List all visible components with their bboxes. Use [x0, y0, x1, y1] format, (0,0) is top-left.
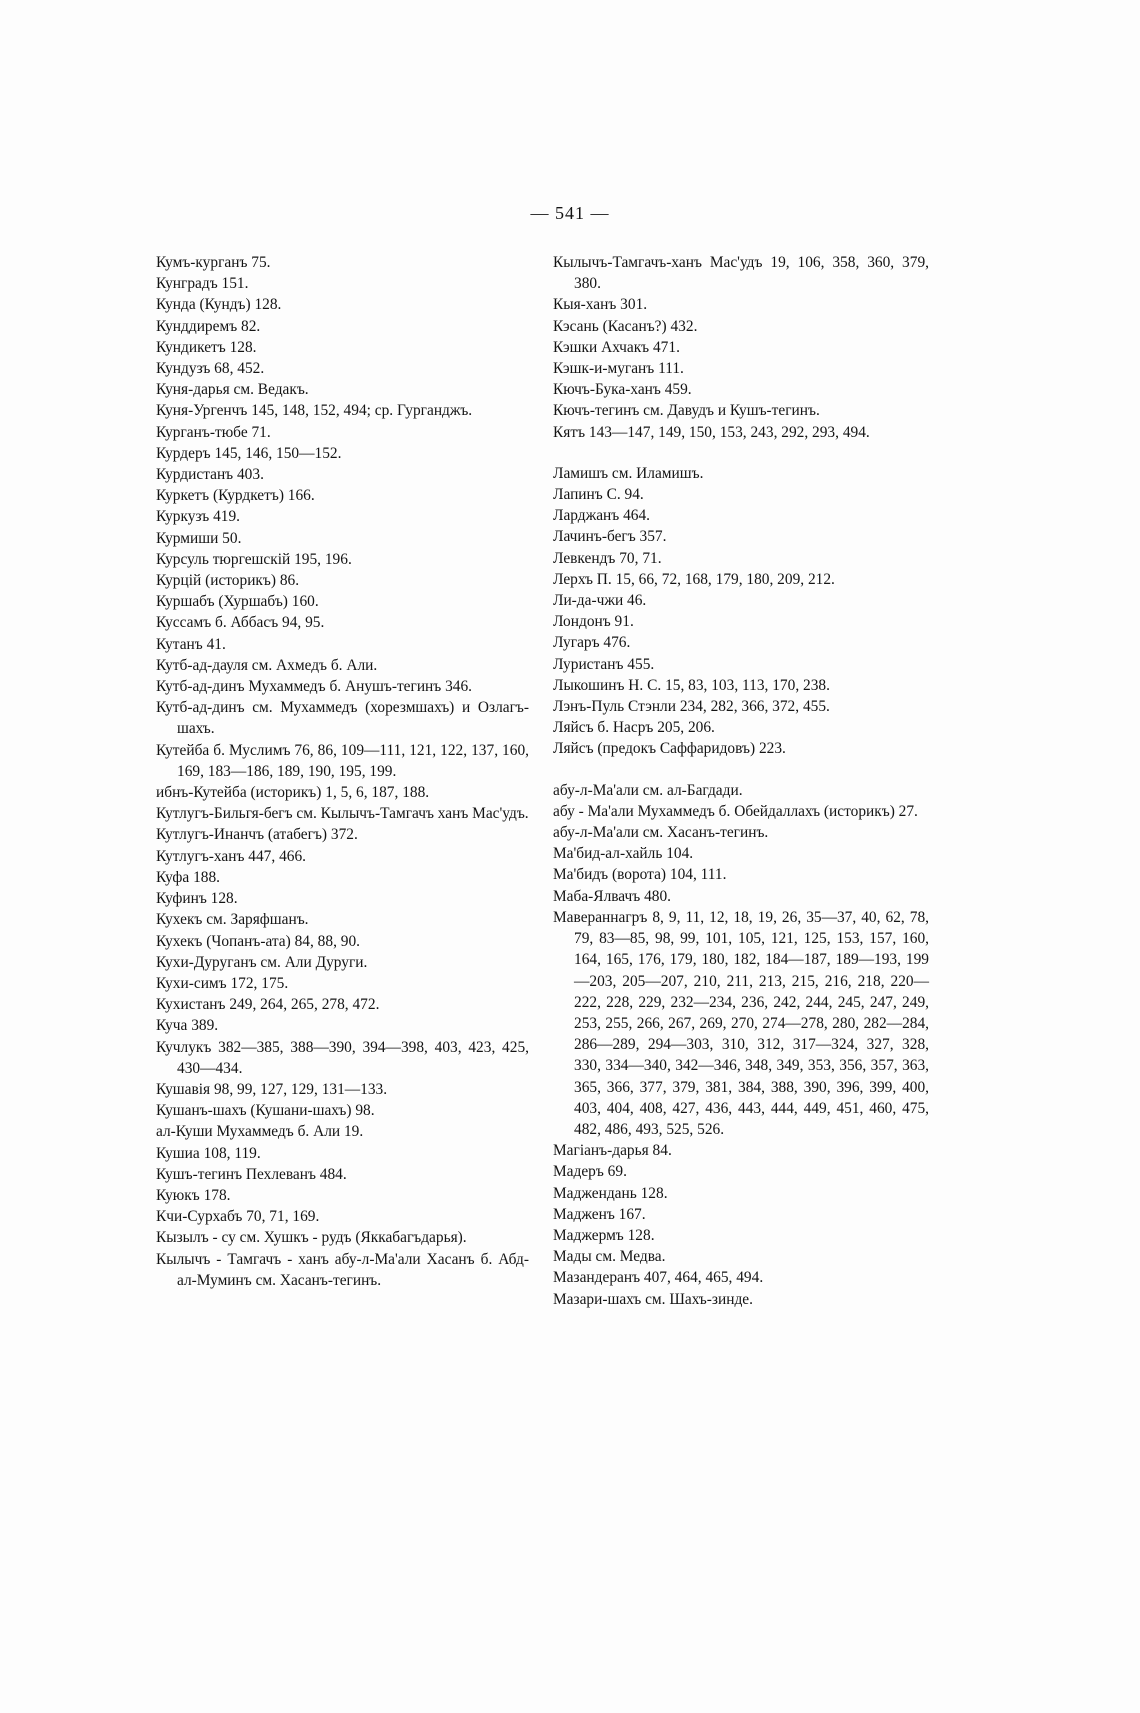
index-entry: Лачинъ-бегъ 357. — [553, 528, 667, 546]
index-entry: Мавераннагръ 8, 9, 11, 12, 18, 19, 26, 35—37, 40, 62, 78, 79, 83—85, 98, 99, 101, 105, 121, 125, 153, 157, 160, 164, 165, 176, 179, 180, 182, 184—187, 189—193, 199—203, 205—207, 210, 211, 213, 215, 216, 218, 220—222, 228, 229, 232—234, 236, 242, 244, 245, 247, 249, 253, 255, 266, 267, 269, 270, 274—278, 280, 282—284, 286—289, 294—303, 310, 312, 317—324, 327, 328, 330, 334—340, 342—346, 348, 349, 353, 356, 357, 363, 365, 366, 377, 379, 381, 384, 388, 390, 396, 399, 400, 403, 404, 408, 427, 436, 443, 444, 449, 451, 460, 475, 482, 486, 493, 525, 526. — [553, 908, 929, 1138]
index-entry: Куча 389. — [156, 1017, 219, 1035]
index-entry: Маба-Ялвачъ 480. — [553, 887, 672, 905]
index-entry: Кутлугъ-ханъ 447, 466. — [156, 847, 306, 865]
index-entry: Кятъ 143—147, 149, 150, 153, 243, 292, 293, 494. — [553, 423, 870, 441]
group-separator — [553, 443, 929, 463]
index-entry: Кэшк-и-муганъ 111. — [553, 360, 684, 378]
index-entry: Куфинъ 128. — [156, 890, 238, 908]
index-entry: Ляйсъ (предокъ Саффаридовъ) 223. — [553, 740, 786, 758]
index-entry: ибнъ-Кутейба (историкъ) 1, 5, 6, 187, 188. — [156, 784, 430, 802]
index-entry: Лапинъ С. 94. — [553, 486, 644, 504]
index-entry: Куня-дарья см. Ведакъ. — [156, 381, 309, 399]
index-entry: Маджендань 128. — [553, 1184, 668, 1202]
index-group-k — [553, 252, 929, 443]
index-entry: Кухекъ см. Заряфшанъ. — [156, 911, 309, 929]
index-entry: Кушиа 108, 119. — [156, 1144, 261, 1162]
index-entry: Левкендъ 70, 71. — [553, 549, 662, 567]
index-entry: Кушанъ-шахъ (Кушани-шахъ) 98. — [156, 1102, 375, 1120]
index-entry: Кухи-симъ 172, 175. — [156, 974, 289, 992]
index-entry: абу-л-Ма'али см. ал-Багдади. — [553, 781, 743, 799]
index-entry: Лугаръ 476. — [553, 634, 631, 652]
index-entry: Кундузъ 68, 452. — [156, 360, 265, 378]
index-entry: Мадженъ 167. — [553, 1205, 646, 1223]
index-entry: Лэнъ-Пуль Стэнли 234, 282, 366, 372, 455. — [553, 698, 830, 716]
index-entry: Куссамъ б. Аббасъ 94, 95. — [156, 614, 325, 632]
index-entry: Курдистанъ 403. — [156, 466, 264, 484]
index-entry: Кылычъ - Тамгачъ - ханъ абу-л-Ма'али Хасанъ б. Абд-ал-Муминъ см. Хасанъ-тегинъ. — [156, 1250, 529, 1289]
index-entry: Лыкошинъ Н. С. 15, 83, 103, 113, 170, 238. — [553, 676, 830, 694]
index-entry: Кутлугъ-Инанчъ (атабегъ) 372. — [156, 826, 358, 844]
index-entry: Кунда (Кундъ) 128. — [156, 296, 282, 314]
index-entry: ал-Куши Мухаммедъ б. Али 19. — [156, 1123, 364, 1141]
index-entry: Куркузъ 419. — [156, 508, 241, 526]
index-entry: Кутб-ад-дауля см. Ахмедъ б. Али. — [156, 656, 378, 674]
index-entry: Луристанъ 455. — [553, 655, 655, 673]
index-entry: Кызылъ - су см. Хушкъ - рудъ (Яккабагъдарья). — [156, 1229, 467, 1247]
index-entry: Кухекъ (Чопанъ-ата) 84, 88, 90. — [156, 932, 360, 950]
index-entry: Кунградъ 151. — [156, 275, 249, 293]
index-entry: Курдеръ 145, 146, 150—152. — [156, 444, 342, 462]
index-entry: Мады см. Медва. — [553, 1248, 666, 1266]
index-entry: Курмиши 50. — [156, 529, 242, 547]
index-entry: Ларджанъ 464. — [553, 507, 651, 525]
index-entry: Курцій (историкъ) 86. — [156, 572, 300, 590]
index-entry: абу - Ма'али Мухаммедъ б. Обейдаллахъ (историкъ) 27. — [553, 802, 918, 820]
index-entry: Кучлукъ 382—385, 388—390, 394—398, 403, 423, 425, 430—434. — [156, 1038, 529, 1077]
index-group-l — [553, 463, 929, 760]
index-column-left — [156, 252, 529, 1291]
index-entry: Кэсань (Касанъ?) 432. — [553, 317, 698, 335]
index-entry: Куюкъ 178. — [156, 1186, 231, 1204]
index-entry: Мадеръ 69. — [553, 1163, 627, 1181]
index-column-right — [553, 252, 929, 1310]
index-entry: Ли-да-чжи 46. — [553, 592, 647, 610]
index-entry: Ма'бидъ (ворота) 104, 111. — [553, 866, 727, 884]
index-entry: Куркетъ (Курдкетъ) 166. — [156, 487, 315, 505]
index-entry: Кючъ-тегинъ см. Давудъ и Кушъ-тегинъ. — [553, 402, 820, 420]
index-entry: Мазандеранъ 407, 464, 465, 494. — [553, 1269, 764, 1287]
index-entry: Кчи-Сурхабъ 70, 71, 169. — [156, 1208, 320, 1226]
index-entry: Кылычъ-Тамгачъ-ханъ Мас'удъ 19, 106, 358, 360, 379, 380. — [553, 254, 929, 293]
index-entry: Лерхъ П. 15, 66, 72, 168, 179, 180, 209, 212. — [553, 570, 835, 588]
index-entry: Кутб-ад-динъ Мухаммедъ б. Анушъ-тегинъ 346. — [156, 678, 473, 696]
index-entry: Кэшки Ахчакъ 471. — [553, 338, 680, 356]
index-entry: Кундикетъ 128. — [156, 338, 257, 356]
index-entry: Магіанъ-дарья 84. — [553, 1142, 672, 1160]
index-entry: Ляйсъ б. Насръ 205, 206. — [553, 719, 715, 737]
index-entry: Кухистанъ 249, 264, 265, 278, 472. — [156, 996, 380, 1014]
index-entry: Куршабъ (Хуршабъ) 160. — [156, 593, 319, 611]
index-entry: Кунддиремъ 82. — [156, 317, 261, 335]
group-separator — [553, 760, 929, 780]
index-group-m — [553, 780, 929, 1310]
index-entry: Мазари-шахъ см. Шахъ-зинде. — [553, 1290, 753, 1308]
index-entry: Кутб-ад-динъ см. Мухаммедъ (хорезмшахъ) и Озлагъ-шахъ. — [156, 699, 529, 738]
index-entry: Кыя-ханъ 301. — [553, 296, 648, 314]
index-entry: Кумъ-курганъ 75. — [156, 254, 271, 271]
index-entry: Маджермъ 128. — [553, 1226, 655, 1244]
index-entry: Кухи-Дуруганъ см. Али Дуруги. — [156, 953, 368, 971]
index-entry: Кутанъ 41. — [156, 635, 226, 653]
index-entry: Куфа 188. — [156, 868, 221, 886]
index-entry: Кутейба б. Муслимъ 76, 86, 109—111, 121, 122, 137, 160, 169, 183—186, 189, 190, 195, 199. — [156, 741, 529, 780]
page-number: — 541 — — [530, 203, 610, 223]
index-entry: абу-л-Ма'али см. Хасанъ-тегинъ. — [553, 824, 769, 842]
index-entry: Кючъ-Бука-ханъ 459. — [553, 381, 692, 399]
index-entry: Куня-Ургенчъ 145, 148, 152, 494; ср. Гурганджъ. — [156, 402, 473, 420]
index-entry: Курсуль тюргешскій 195, 196. — [156, 550, 352, 568]
index-entry: Лондонъ 91. — [553, 613, 634, 631]
index-entry: Ламишъ см. Иламишъ. — [553, 464, 704, 482]
index-entry: Кутлугъ-Бильгя-бегъ см. Кылычъ-Тамгачъ ханъ Мас'удъ. — [156, 805, 529, 823]
index-entry: Курганъ-тюбе 71. — [156, 423, 271, 441]
index-entry: Ма'бид-ал-хайль 104. — [553, 845, 694, 863]
index-entry: Кушавія 98, 99, 127, 129, 131—133. — [156, 1080, 388, 1098]
index-entry: Кушъ-тегинъ Пехлеванъ 484. — [156, 1165, 347, 1183]
